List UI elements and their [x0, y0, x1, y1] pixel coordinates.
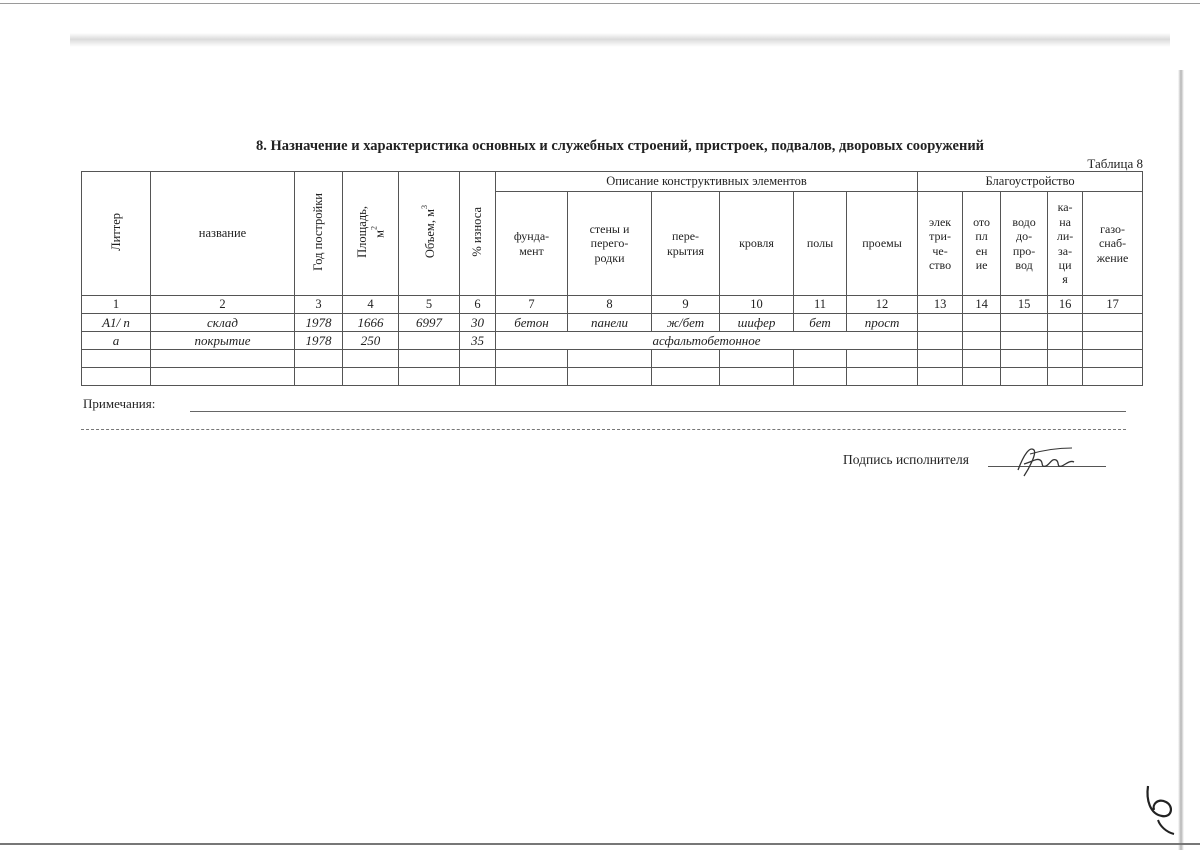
notes-line — [81, 429, 1126, 430]
column-number: 16 — [1048, 296, 1083, 314]
cell-empty — [963, 332, 1001, 350]
header-water: водо до- про- вод — [1001, 192, 1048, 296]
header-area: Площадь, $м^2$ — [343, 172, 399, 296]
cell-floor: бет — [794, 314, 847, 332]
cell-foundation: бетон — [496, 314, 568, 332]
column-number: 4 — [343, 296, 399, 314]
cell-description: асфальтобетонное — [496, 332, 918, 350]
cell-openings: прост — [847, 314, 918, 332]
column-number: 11 — [794, 296, 847, 314]
column-number: 3 — [295, 296, 343, 314]
cell-year: 1978 — [295, 314, 343, 332]
header-name: название — [151, 172, 295, 296]
cell-empty — [1083, 332, 1143, 350]
column-number: 13 — [918, 296, 963, 314]
cell-name: покрытие — [151, 332, 295, 350]
notes-label: Примечания: — [83, 396, 156, 411]
column-number: 6 — [460, 296, 496, 314]
scan-streak — [70, 33, 1170, 47]
group-header-amenities: Благоустройство — [918, 172, 1143, 192]
cell-volume: 6997 — [399, 314, 460, 332]
cell-empty — [1083, 314, 1143, 332]
scan-edge-bottom — [0, 843, 1200, 845]
cell-walls: панели — [568, 314, 652, 332]
column-numbers-row — [82, 296, 1143, 314]
header-floor: полы — [794, 192, 847, 296]
cell-litter: а — [82, 332, 151, 350]
document-title: 8. Назначение и характеристика основных и служебных строений, пристроек, подвалов, дворовых сооружений — [255, 138, 985, 154]
header-gas: газо- снаб- жение — [1083, 192, 1143, 296]
scan-edge-right — [1178, 70, 1184, 850]
cell-area: 1666 — [343, 314, 399, 332]
header-sewer: ка- на ли- за- ци я — [1048, 192, 1083, 296]
cell-empty — [1048, 314, 1083, 332]
column-number: 10 — [720, 296, 794, 314]
cell-wear: 35 — [460, 332, 496, 350]
header-heating: ото пл ен ие — [963, 192, 1001, 296]
cell-empty — [918, 314, 963, 332]
cell-roof: шифер — [720, 314, 794, 332]
header-walls: стены и перего- родки — [568, 192, 652, 296]
cell-empty — [1048, 332, 1083, 350]
header-roof: кровля — [720, 192, 794, 296]
column-number: 9 — [652, 296, 720, 314]
header-litter: Литтер — [82, 172, 151, 296]
buildings-table — [81, 171, 1143, 386]
cell-area: 250 — [343, 332, 399, 350]
cell-floors-cover: ж/бет — [652, 314, 720, 332]
header-foundation: фунда- мент — [496, 192, 568, 296]
cell-empty — [963, 314, 1001, 332]
header-floors-cover: пере- крытия — [652, 192, 720, 296]
cell-year: 1978 — [295, 332, 343, 350]
cell-empty — [1001, 314, 1048, 332]
table-row — [82, 314, 1143, 332]
column-number: 8 — [568, 296, 652, 314]
table-row — [82, 350, 1143, 368]
table-row — [82, 368, 1143, 386]
table-label: Таблица 8 — [1087, 156, 1143, 171]
header-year: Год постройки — [295, 172, 343, 296]
signature-label: Подпись исполнителя — [843, 452, 969, 467]
header-electricity: элек три- че- ство — [918, 192, 963, 296]
cell-litter: А1/ п — [82, 314, 151, 332]
handwritten-page-number — [1140, 780, 1180, 840]
column-number: 2 — [151, 296, 295, 314]
scan-edge-top — [0, 3, 1200, 4]
column-number: 7 — [496, 296, 568, 314]
header-volume: Объем, $м^3$ — [399, 172, 460, 296]
cell-volume — [399, 332, 460, 350]
column-number: 14 — [963, 296, 1001, 314]
cell-empty — [918, 332, 963, 350]
column-number: 12 — [847, 296, 918, 314]
column-number: 17 — [1083, 296, 1143, 314]
cell-empty — [1001, 332, 1048, 350]
header-openings: проемы — [847, 192, 918, 296]
header-wear: % износа — [460, 172, 496, 296]
column-number: 1 — [82, 296, 151, 314]
column-number: 5 — [399, 296, 460, 314]
table-row — [82, 332, 1143, 350]
cell-wear: 30 — [460, 314, 496, 332]
column-number: 15 — [1001, 296, 1048, 314]
group-header-structural: Описание конструктивных элементов — [496, 172, 918, 192]
handwritten-signature — [1010, 440, 1080, 480]
notes-line — [190, 411, 1126, 412]
cell-name: склад — [151, 314, 295, 332]
